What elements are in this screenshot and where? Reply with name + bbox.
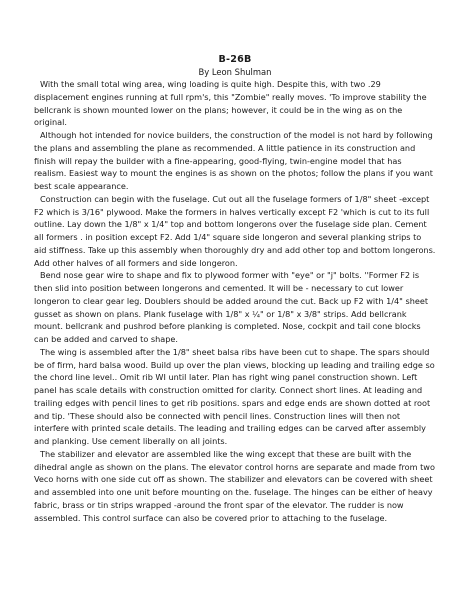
article-body xyxy=(34,78,436,524)
paragraph-construction-overview: Although hot intended for novice builders, the construction of the model is not hard by following the plans and assembling the plane as recommended. A little patience in its construction and finish will repay the builder with a fine-appearing, good-flying, twin-engine model that has realism. Easiest way to mount the engines is as shown on the photos; follow the plans if you want best scale appearance. xyxy=(34,130,433,191)
paragraph-fuselage: Construction can begin with the fuselage. Cut out all the fuselage formers of 1/8" sheet -except F2 which is 3/16" plywood. Make the formers in halves vertically except F2 'which is cut to its full outline. Lay down the 1/8" x 1/4" top and bottom longerons over the fuselage side plan. Cement all formers . in position except F2. Add 1/4" square side longeron and several planking strips to aid stiffness. Take up this assembly when thoroughly dry and add other top and bottom longerons. Add other halves of all formers and side longeron. xyxy=(34,193,436,268)
paragraph-nose-gear: Bend nose gear wire to shape and fix to plywood former with "eye" or "j" bolts. ''Former F2 is then slid into position between longerons and cemented. It will be - necessary to cut lower longeron to clear gear leg. Doublers should be added around the cut. Back up F2 with 1/4" sheet gusset as shown on plans. Plank fuselage with 1/8" x ¼" or 1/8" x 3/8" strips. Add bellcrank mount. bellcrank and pushrod before planking is completed. Nose, cockpit and tail cone blocks can be added and carved to shape. xyxy=(34,270,429,344)
paragraph-stabilizer: The stabilizer and elevator are assembled like the wing except that these are built with the dihedral angle as shown on the plans. The elevator control horns are separate and made from two Veco horns with one side cut off as shown. The stabilizer and elevators can be covered with sheet and assembled into one unit before mounting on the. fuselage. The hinges can be either of heavy fabric, brass or tin strips wrapped -around the front spar of the elevator. The rudder is now assembled. This control surface can also be covered prior to attaching to the fuselage. xyxy=(34,448,435,523)
article-title: B-26B xyxy=(218,54,252,65)
paragraph-wing: The wing is assembled after the 1/8" sheet balsa ribs have been cut to shape. The spars should be of firm, hard balsa wood. Build up over the plan views, blocking up leading and trailing edge so the chord line level.. Omit rib WI until later. Plan has right wing panel construction shown. Left panel has scale details with construction omitted for clarity. Connect short lines. At leading and trailing edges with pencil lines to get rib positions. spars and edge ends are shown dotted at root and tip. 'These should also be connected with pencil lines. Construction lines will then not interfere with printed scale details. The leading and trailing edges can be carved after assembly and planking. Use cement liberally on all joints. xyxy=(34,346,435,446)
article-byline: By Leon Shulman xyxy=(198,67,272,77)
paragraph-intro: With the small total wing area, wing loading is quite high. Despite this, with two .29 displacement engines running at full rpm's, this "Zombie" really moves. 'To improve stability the bellcrank is shown mounted lower on the plans; however, it could be in the wing as on the original. xyxy=(34,79,427,128)
